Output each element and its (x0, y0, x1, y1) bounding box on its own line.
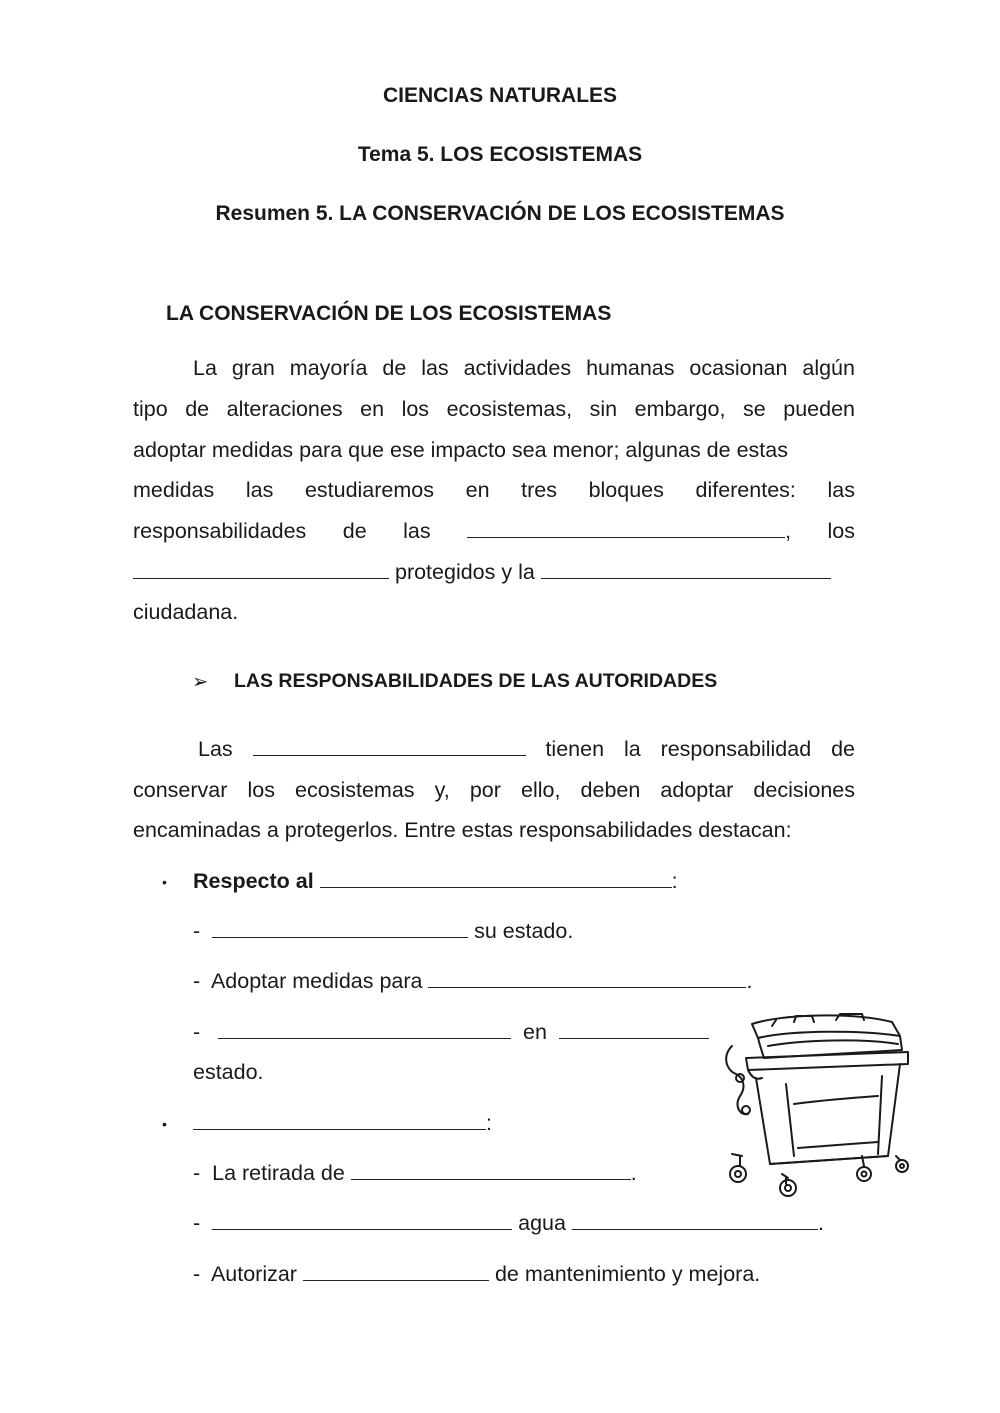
paragraph1-line6: protegidos y la (133, 560, 831, 585)
arrow-bullet-icon: ➢ (192, 671, 209, 693)
paragraph1-line2: tipo de alteraciones en los ecosistemas, sin embargo, se pueden (133, 397, 855, 421)
paragraph1-line4: medidas las estudiaremos en tres bloques diferentes: las (133, 478, 855, 502)
paragraph1-line7: ciudadana. (133, 600, 239, 624)
bullet-2-item-3: - Autorizar de mantenimiento y mejora. (193, 1262, 761, 1286)
paragraph1-line3: adoptar medidas para que ese impacto sea menor; algunas de estas (133, 438, 788, 462)
blank-b2-i3[interactable] (303, 1262, 489, 1281)
blank-authorities[interactable] (467, 519, 785, 538)
paragraph2-line1: Las tienen la responsabilidad de (198, 737, 855, 761)
blank-b1-i1[interactable] (212, 919, 468, 938)
waste-container-icon (712, 1006, 912, 1206)
bullet-2-item-1: - La retirada de . (193, 1161, 637, 1185)
section1-heading: LA CONSERVACIÓN DE LOS ECOSISTEMAS (166, 302, 612, 325)
bullet-1-dot: • (162, 874, 167, 890)
blank-b2-i2a[interactable] (212, 1211, 512, 1230)
section2-heading: LAS RESPONSABILIDADES DE LAS AUTORIDADES (234, 670, 718, 692)
paragraph1-line5: responsabilidades de las , los (133, 519, 855, 543)
blank-authorities-2[interactable] (253, 737, 526, 756)
blank-b2-i1[interactable] (351, 1161, 631, 1180)
bullet-1: Respecto al : (193, 869, 678, 893)
topic-title: Tema 5. LOS ECOSISTEMAS (357, 143, 643, 166)
bullet-2: : (193, 1111, 492, 1136)
subject-title: CIENCIAS NATURALES (382, 84, 618, 107)
bullet-1-item-1: - su estado. (193, 919, 574, 943)
blank-b1-i3b[interactable] (559, 1020, 709, 1039)
blank-b2-i2b[interactable] (572, 1211, 818, 1230)
paragraph2-line2: conservar los ecosistemas y, por ello, deben adoptar decisiones (133, 778, 855, 802)
bullet-1-item-2: - Adoptar medidas para . (193, 969, 753, 993)
blank-protected-spaces[interactable] (133, 560, 389, 579)
bullet-2-dot: • (162, 1116, 167, 1132)
blank-bullet-2-title[interactable] (193, 1111, 486, 1130)
blank-citizen[interactable] (541, 560, 831, 579)
blank-b1-i2[interactable] (428, 969, 746, 988)
blank-bullet-1-title[interactable] (320, 869, 672, 888)
blank-b1-i3a[interactable] (218, 1020, 511, 1039)
summary-title: Resumen 5. LA CONSERVACIÓN DE LOS ECOSISTEMAS (215, 202, 785, 225)
bullet-1-item-3: - en (193, 1020, 709, 1045)
bullet-2-item-2: - agua . (193, 1211, 824, 1235)
paragraph1-line1: La gran mayoría de las actividades humanas ocasionan algún (193, 356, 855, 380)
bullet-1-item-3-cont: estado. (193, 1060, 264, 1084)
paragraph2-line3: encaminadas a protegerlos. Entre estas responsabilidades destacan: (133, 818, 792, 842)
